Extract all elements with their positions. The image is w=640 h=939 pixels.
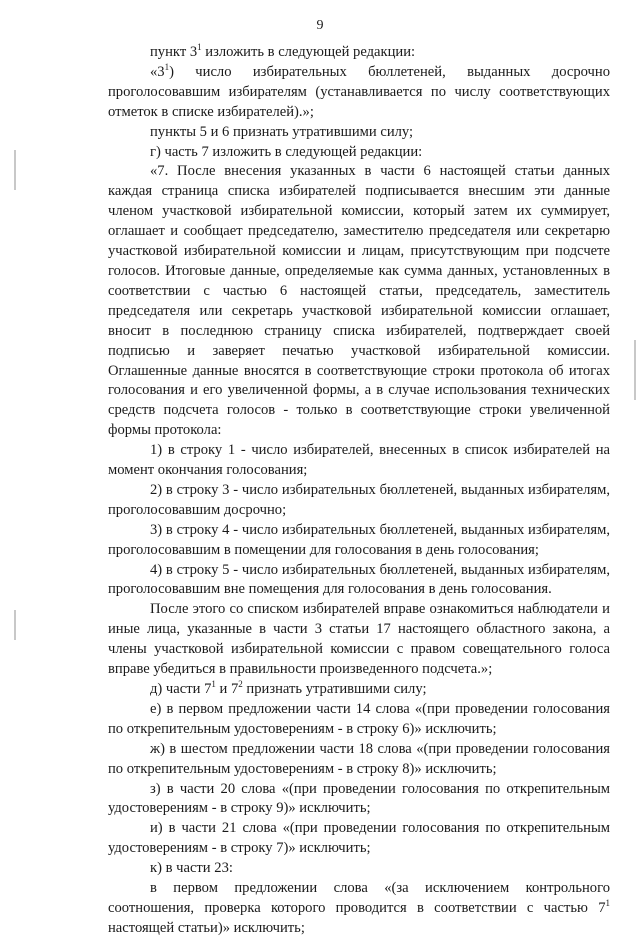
paragraph: После этого со списком избирателей вправе ознакомиться наблюдатели и иные лица, указанные в части 3 статьи 17 настоящего областного закона, а члены участковой избирательной комиссии с правом совещательного голоса вправе убедиться в правильности произведенного подсчета.»; — [108, 601, 610, 678]
page-number: 9 — [316, 18, 324, 33]
paragraph: 4) в строку 5 - число избирательных бюллетеней, выданных избирателям, проголосовавшим вне помещения для голосования в день голосования. — [108, 561, 610, 598]
paragraph: 1) в строку 1 - число избирателей, внесенных в список избирателей на момент окончания голосования; — [108, 442, 610, 479]
paragraph: е) в первом предложении части 14 слова «(при проведении голосования по открепительным удостоверениям - в строку 6)» исключить; — [108, 700, 610, 737]
scan-edge-mark — [14, 150, 16, 190]
paragraph: «$3^1$) число избирательных бюллетеней, выданных досрочно проголосовавшим избирателям (устанавливается по числу соответствующих отметок в списке избирателей).»; — [108, 61, 610, 120]
paragraph: 2) в строку 3 - число избирательных бюллетеней, выданных избирателям, проголосовавшим досрочно; — [108, 481, 610, 518]
paragraph: к) в части 23: — [150, 860, 233, 877]
paragraph: д) части $7^1$ и $7^2$ признать утратившими силу; — [150, 679, 427, 697]
paragraph: пункт $3^1$ изложить в следующей редакции: — [150, 42, 416, 60]
paragraph: в первом предложении слова «(за исключением контрольного соотношения, проверка которого проводится в соответствии с частью $7^1$ настоящей статьи)» исключить; — [108, 880, 610, 936]
scan-edge-mark — [634, 340, 636, 400]
scan-edge-mark — [14, 610, 16, 640]
paragraph: и) в части 21 слова «(при проведении голосования по открепительным удостоверениям - в строку 7)» исключить; — [108, 820, 610, 857]
paragraph: ж) в шестом предложении части 18 слова «(при проведении голосования по открепительным удостоверениям - в строку 8)» исключить; — [108, 740, 610, 777]
paragraph: г) часть 7 изложить в следующей редакции: — [150, 143, 423, 160]
paragraph: пункты 5 и 6 признать утратившими силу; — [150, 123, 414, 140]
paragraph: 3) в строку 4 - число избирательных бюллетеней, выданных избирателям, проголосовавшим в помещении для голосования в день голосования; — [108, 521, 610, 558]
paragraph: з) в части 20 слова «(при проведении голосования по открепительным удостоверениям - в строку 9)» исключить; — [108, 780, 610, 817]
paragraph: «7. После внесения указанных в части 6 настоящей статьи данных каждая страница списка избирателей подписывается внесшим эти данные членом участковой избирательной комиссии, который затем их суммирует, оглашает и сообщает председателю, заместителю председателя или секретарю участковой избирательной комиссии и лицам, присутствующим при подсчете голосов. Итоговые данные, определяемые как сумма данных, установленных в соответствии с частью 6 настоящей статьи, председатель, заместитель председателя или секретарь участковой избирательной комиссии оглашает, вносит в последнюю страницу списка избирателей, подтверждает своей подписью и заверяет печатью участковой избирательной комиссии. Оглашенные данные вносятся в соответствующие строки протокола об итогах голосования и его увеличенной формы, а в случае использования технических средств подсчета голосов - только в соответствующие строки увеличенной формы протокола: — [108, 163, 610, 439]
document-body — [108, 43, 610, 939]
